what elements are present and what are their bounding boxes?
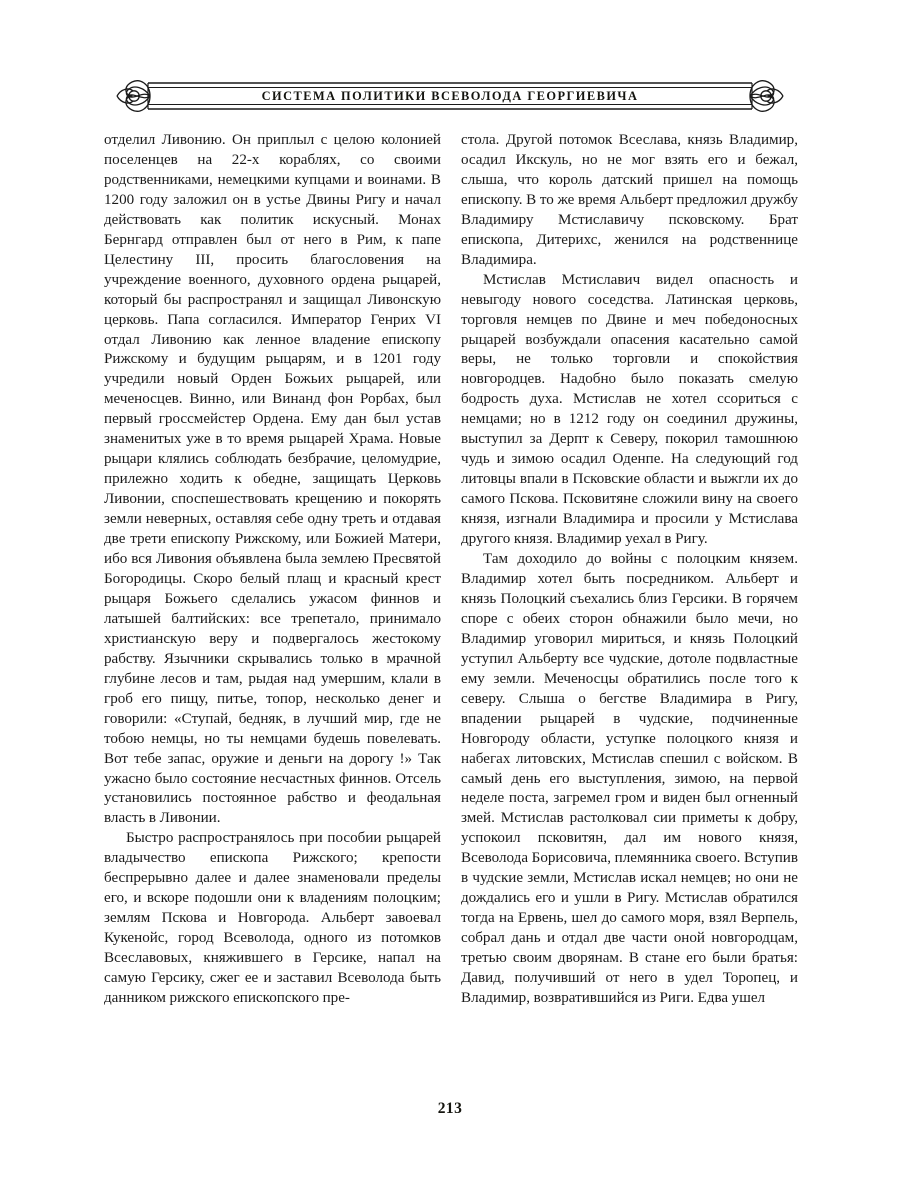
paragraph: Быстро распространялось при пособии рыцарей владычество епископа Рижского; крепости беспрерывно далее и далее знаменовали пределы его, и вскоре подошли они к владениям полоцким; землям Пскова и Новгорода. Альберт завоевал Кукенойс, город Всеволода, одного из потомков Всеславовых, княжившего в Герсике, напал на самую Герсику, сжег ее и заставил Всеволода быть данником рижского епископского пре- [104,830,441,1006]
paragraph: Мстислав Мстиславич видел опасность и невыгоду нового соседства. Латинская церковь, торговля немцев по Двине и меч победоносных рыцарей возбуждали опасения касательно самой веры, не только торговли и спокойствия новгородцев. Надобно было показать смелую бодрость духа. Мстислав не хотел ссориться с немцами; но в 1212 году он соединил дружины, выступил за Дерпт к Северу, покорил тамошнюю чудь и зимою осадил Оденпе. На следующий год литовцы впали в Псковские области и выжгли их до самого Пскова. Псковитяне сложили вину на своего князя, изгнали Владимира и просили у Мстислава другого князя. Владимир уехал в Ригу. [461,271,798,548]
text-body [104,131,798,1091]
paragraph: Там доходило до войны с полоцким князем. Владимир хотел быть посредником. Альберт и князь Полоцкий съехались близ Герсики. В горячем споре с обеих сторон обнажили было мечи, но Владимир уговорил мириться, и князь Полоцкий уступил Альберту все чудские, дотоле подвластные ему земли. Меченосцы обратились после того к северу. Слыша о бегстве Владимира в Ригу, впадении рыцарей в чудские, подчиненные Новгороду области, уступке полоцкого князя и набегах литовских, Мстислав спешил с войском. В самый день его выступления, зимою, на первой неделе поста, загремел гром и виден был огненный змей. Мстислав растолковал сии приметы к добру, успокоил псковитян, дал им нового князя, Всеволода Борисовича, племянника своего. Вступив в чудские земли, Мстислав искал немцев; но они не дождались его и ушли в Ригу. Мстислав обратился тогда на Ервень, шел до самого моря, взял Верпель, собрал дань и отдал две части оной новгородцам, третью своим дворянам. В стане его были братья: Давид, получивший от него в удел Торопец, и Владимир, возвратившийся из Риги. Едва ушел [461,551,798,1006]
left-column [104,131,441,1091]
right-column [461,131,798,1091]
paragraph: стола. Другой потомок Всеслава, князь Владимир, осадил Икскуль, но не мог взять его и бежал, слыша, что король датский пришел на помощь епископу. В то же время Альберт предложил дружбу Владимиру Мстиславичу псковскому. Брат епископа, Дитерихс, женился на родственнице Владимира. [461,132,798,268]
running-head-banner [104,74,796,118]
paragraph: отделил Ливонию. Он приплыл с целою колонией поселенцев на 22-х кораблях, со своими родственниками, немецкими купцами и воинами. В 1200 году заложил он в устье Двины Ригу и начал действовать как политик искусный. Монах Бернгард отправлен был от него в Рим, к папе Целестину III, просить благословения на учреждение военного, духовного ордена рыцарей, который бы распространял и защищал Ливонскую церковь. Папа согласился. Император Генрих VI отдал Ливонию как ленное владение епископу Рижскому и будущим рыцарям, и в 1201 году учредили новый Орден Божьих рыцарей, или меченосцев. Винно, или Винанд фон Рорбах, был первый гроссмейстер Ордена. Ему дан был устав знаменитых уже в то время рыцарей Храма. Новые рыцари клялись соблюдать безбрачие, целомудрие, прилежно ходить к обедне, защищать Церковь Ливонии, споспешествовать крещению и покорять земли неверных, оставляя себе одну треть и отдавая две трети епископу Рижскому, или Божией Матери, ибо вся Ливония объявлена была землею Пресвятой Богородицы. Скоро белый плащ и красный крест рыцаря Божьего сделались ужасом финнов и латышей балтийских: все трепетало, принимало христианскую веру и подвергалось жестокому рабству. Язычники скрывались только в мрачной глубине лесов и там, рыдая над умершим, клали в гроб его пищу, питье, топор, несколько денег и говорили: «Ступай, бедняк, в лучший мир, где не тобою немцы, но ты немцами будешь повелевать. Вот тебе запас, оружие и деньги на дорогу !» Так ужасно было состояние несчастных финнов. Отсель установились постоянное рабство и феодальная власть в Ливонии. [104,132,441,827]
running-head-title: СИСТЕМА ПОЛИТИКИ ВСЕВОЛОДА ГЕОРГИЕВИЧА [261,88,639,103]
page-number: 213 [437,1100,463,1117]
